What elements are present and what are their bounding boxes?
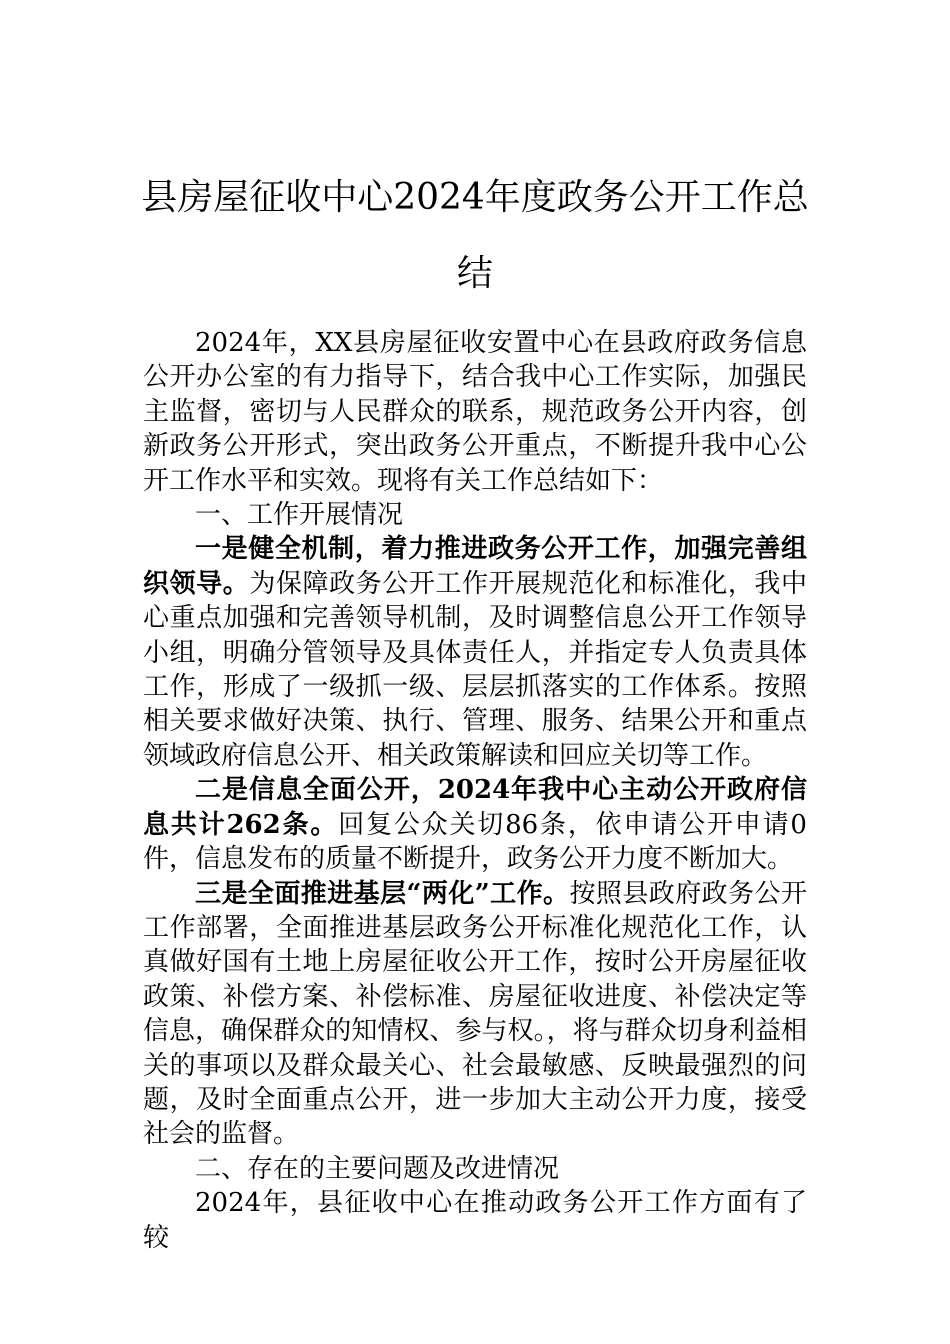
section2-paragraph: 2024年，县征收中心在推动政务公开工作方面有了较 [143,1188,807,1253]
section2-heading: 二、存在的主要问题及改进情况 [195,1153,560,1184]
document-title: 县房屋征收中心2024年度政务公开工作总结 [141,177,809,294]
item1-paragraph [143,532,807,773]
document-body [143,326,807,1255]
item2-paragraph [143,773,807,876]
item1-text: 为保障政务公开工作开展规范化和标准化，我中心重点加强和完善领导机制，及时调整信息公开工作领导小组，明确分管领导及具体责任人，并指定专人负责具体工作，形成了一级抓一级、层层抓落实的工作体系。按照相关要求做好决策、执行、管理、服务、结果公开和重点领域政府信息公开、相关政策解读和回应关切等工作。 [143,568,807,771]
item3-text: 按照县政府政务公开工作部署，全面推进基层政务公开标准化规范化工作，认真做好国有土地上房屋征收公开工作，按时公开房屋征收政策、补偿方案、补偿标准、房屋征收进度、补偿决定等信息，确保群众的知情权、参与权。，将与群众切身利益相关的事项以及群众最关心、社会最敏感、反映最强烈的问题，及时全面重点公开，进一步加大主动公开力度，接受社会的监督。 [143,878,807,1150]
item2-text: 回复公众关切86条，依申请公开申请0件，信息发布的质量不断提升，政务公开力度不断加大。 [143,809,807,875]
section1-heading: 一、工作开展情况 [195,500,404,531]
item3-paragraph [143,877,807,1152]
item1-lead: 一是健全机制，着力推进政务公开工作，加强完善组织领导。 [143,534,807,599]
item3-lead: 三是全面推进基层“两化”工作。 [195,878,570,909]
item2-lead: 二是信息全面公开，2024年我中心主动公开政府信息共计262条。 [143,775,807,840]
intro-paragraph: 2024年，XX县房屋征收安置中心在县政府政务信息公开办公室的有力指导下，结合我中心工作实际，加强民主监督，密切与人民群众的联系，规范政务公开内容，创新政务公开形式，突出政务公开重点，不断提升我中心公开工作水平和实效。现将有关工作总结如下： [143,328,807,496]
